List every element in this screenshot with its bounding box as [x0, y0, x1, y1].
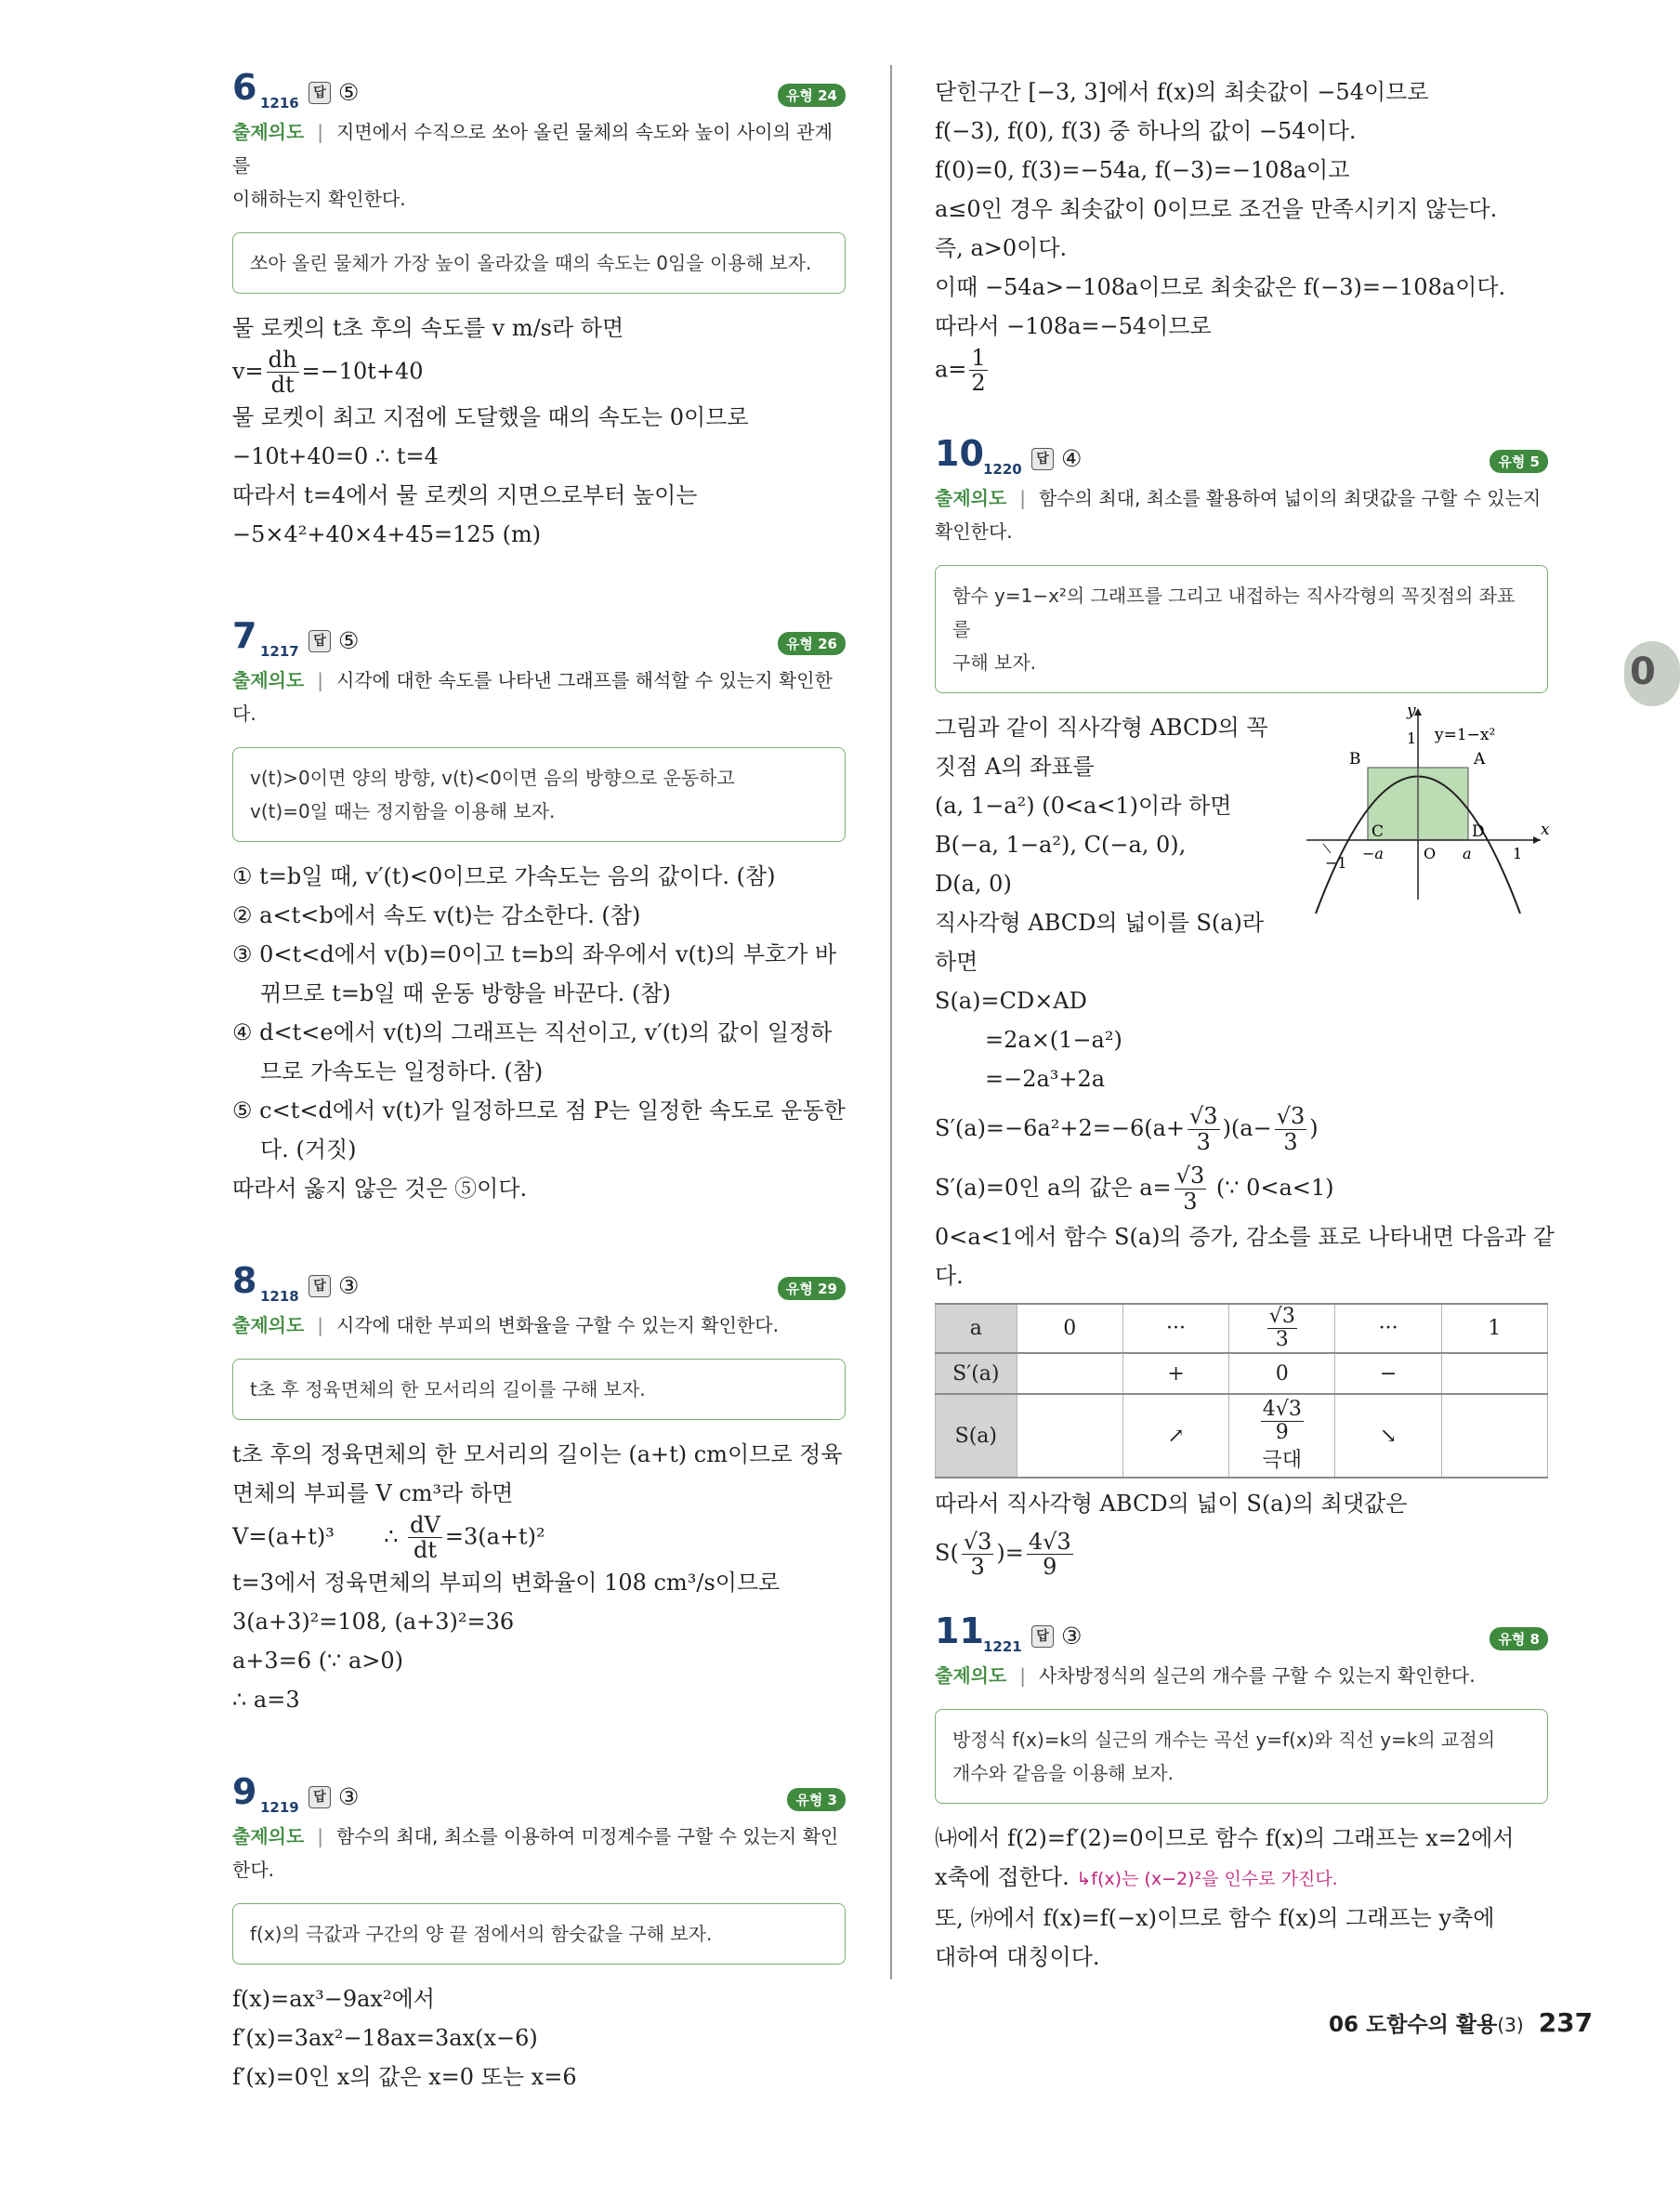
solution-line — [935, 1523, 1548, 1583]
chapter-title: 06 도함수의 활용 — [1329, 2013, 1498, 2037]
hint-line: 개수와 같음을 이용해 보자. — [952, 1762, 1174, 1785]
y-intercept-label: 1 — [1407, 729, 1417, 747]
numerator: √3 — [1175, 1163, 1205, 1190]
curve-label: y=1−x² — [1435, 725, 1496, 744]
solution-line: a≤0인 경우 최솟값이 0이므로 조건을 만족시키지 않는다. — [935, 196, 1498, 222]
solution-line: S(a)=CD×AD — [935, 987, 1087, 1014]
expr: )= — [996, 1540, 1024, 1567]
solution-line: ③ 0<t<d에서 v(b)=0이고 t=b의 좌우에서 v(t)의 부호가 바 — [232, 940, 837, 967]
hint-box: t초 후 정육면체의 한 모서리의 길이를 구해 보자. — [232, 1359, 846, 1420]
page-footer — [1329, 2007, 1593, 2038]
solution-line: 따라서 직사각형 ABCD의 넓이 S(a)의 최댓값은 — [935, 1491, 1408, 1518]
problem-7 — [232, 614, 846, 1208]
solution-line: ⑤ c<t<d에서 v(t)가 일정하므로 점 P는 일정한 속도로 운동한 — [232, 1097, 846, 1124]
hint-line: 구해 보자. — [952, 651, 1036, 674]
hint-box: f(x)의 극값과 구간의 양 끝 점에서의 함숫값을 구해 보자. — [232, 1903, 846, 1965]
solution-line: ④ d<t<e에서 v(t)의 그래프는 직선이고, v′(t)의 값이 일정하 — [232, 1019, 833, 1045]
solution-line: 물 로켓이 최고 지점에 도달했을 때의 속도는 0이므로 — [232, 403, 749, 430]
intent-text: 시각에 대한 부피의 변화율을 구할 수 있는지 확인한다. — [336, 1313, 779, 1336]
intent-text: 함수의 최대, 최소를 활용하여 넓이의 최댓값을 구할 수 있는지 — [1039, 486, 1542, 509]
annotation-text: f(x)는 (x−2)²을 인수로 가진다. — [1091, 1869, 1338, 1890]
problem-8 — [232, 1259, 846, 1719]
table-cell: S(a) — [936, 1394, 1017, 1478]
solution-line: D(a, 0) — [935, 870, 1012, 897]
solution-line: t=3에서 정육면체의 부피의 변화율이 108 cm³/s이므로 — [232, 1569, 781, 1596]
problem-number: 9 — [232, 1770, 257, 1812]
table-row — [936, 1304, 1548, 1353]
table-cell: 1 — [1441, 1304, 1547, 1353]
answer-value: ⑤ — [338, 626, 360, 654]
solution-line: 물 로켓의 t초 후의 속도를 v m/s라 하면 — [232, 315, 624, 341]
table-cell — [1441, 1394, 1547, 1478]
denominator: 3 — [970, 1554, 985, 1581]
answer-badge: 답 — [308, 82, 331, 104]
type-badge: 유형 3 — [787, 1788, 846, 1811]
column-divider — [890, 65, 892, 1979]
table-row — [936, 1353, 1548, 1394]
numerator: √3 — [1189, 1103, 1218, 1130]
numerator: dh — [268, 347, 297, 373]
problem-header — [935, 432, 1548, 480]
hint-box — [935, 565, 1548, 693]
problem-header — [232, 1259, 846, 1307]
intent-text: 지면에서 수직으로 쏘아 올린 물체의 속도와 높이 사이의 관계를 — [232, 121, 833, 177]
solution-line: 따라서 t=4에서 물 로켓의 지면으로부터 높이는 — [232, 481, 698, 508]
table-cell — [1441, 1353, 1547, 1394]
hint-line: 함수 y=1−x²의 그래프를 그리고 내접하는 직사각형의 꼭짓점의 좌표를 — [952, 584, 1516, 640]
table-cell — [1229, 1394, 1335, 1478]
solution — [232, 1979, 846, 2096]
problem-11 — [935, 1610, 1548, 1977]
hint-line: 방정식 f(x)=k의 실근의 개수는 곡선 y=f(x)와 직선 y=k의 교점의 — [952, 1728, 1496, 1752]
hint-box — [935, 1709, 1548, 1804]
fraction — [408, 1513, 442, 1563]
expr: S′(a)=0인 a의 값은 a= — [935, 1174, 1172, 1201]
table-cell: a — [936, 1304, 1017, 1353]
answer-value: ⑤ — [338, 79, 360, 106]
intent-label: 출제의도 — [232, 1824, 305, 1847]
table-cell: 0 — [1229, 1353, 1335, 1394]
fraction — [1267, 1306, 1297, 1351]
problem-number: 6 — [232, 67, 257, 108]
x-label: x — [1541, 820, 1550, 839]
answer-badge: 답 — [308, 1786, 331, 1808]
table-cell: ↘ — [1335, 1394, 1441, 1478]
expr: )(a− — [1222, 1114, 1272, 1141]
intent — [935, 1659, 1548, 1692]
intent-text-2: 이해하는지 확인한다. — [232, 188, 406, 210]
hint-line: v(t)=0일 때는 정지함을 이용해 보자. — [250, 799, 556, 822]
answer-value: ④ — [1061, 444, 1083, 472]
a-label: a — [1463, 844, 1472, 862]
solution-line: 즉, a>0이다. — [935, 235, 1068, 261]
solution-line — [935, 1858, 1548, 1899]
intent-bar: | — [317, 1313, 324, 1336]
fraction — [962, 1530, 994, 1580]
type-badge: 유형 5 — [1490, 450, 1548, 473]
denominator: dt — [270, 372, 295, 399]
solution-line: 뀌므로 t=b일 때 운동 방향을 바꾼다. (참) — [260, 979, 671, 1006]
problem-10 — [935, 432, 1555, 1583]
numerator: 4√3 — [1262, 1397, 1302, 1421]
answer-value: ③ — [338, 1271, 360, 1299]
table-cell: S′(a) — [936, 1353, 1017, 1394]
solution — [935, 701, 1555, 1295]
solution-conclusion — [935, 1484, 1548, 1583]
intent — [232, 1820, 846, 1886]
solution-line: ① t=b일 때, v′(t)<0이므로 가속도는 음의 값이다. (참) — [232, 862, 776, 889]
solution-line: f(x)=ax³−9ax²에서 — [232, 1985, 435, 2012]
answer-value: ③ — [338, 1782, 360, 1810]
table-cell: ↗ — [1122, 1394, 1228, 1478]
solution-line — [935, 1098, 1548, 1158]
intent-text: 시각에 대한 속도를 나타낸 그래프를 해석할 수 있는지 확인한다. — [232, 668, 833, 725]
answer-badge: 답 — [1031, 448, 1054, 470]
expr: (∵ 0<a<1) — [1209, 1174, 1334, 1201]
solution-line: 하면 — [935, 948, 978, 975]
fraction — [1175, 1163, 1207, 1214]
point-c-label: C — [1372, 821, 1385, 841]
solution-line: ㈏에서 f(2)=f′(2)=0이므로 함수 f(x)의 그래프는 x=2에서 — [935, 1825, 1515, 1852]
intent — [232, 115, 846, 216]
table-cell — [1017, 1353, 1122, 1394]
solution-line: =2a×(1−a²) — [985, 1026, 1122, 1053]
type-badge: 유형 26 — [778, 632, 846, 655]
solution-line: 짓점 A의 좌표를 — [935, 753, 1095, 780]
fraction — [1261, 1399, 1304, 1444]
problem-number: 7 — [232, 614, 257, 656]
solution-line: 다. — [935, 1262, 964, 1289]
table-cell: 0 — [1017, 1304, 1122, 1353]
table-row — [936, 1394, 1548, 1478]
right-column — [935, 72, 1555, 1977]
denominator: dt — [413, 1537, 438, 1564]
table-cell: + — [1122, 1353, 1228, 1394]
intent-bar: | — [1019, 486, 1027, 509]
solution-line: t초 후의 정육면체의 한 모서리의 길이는 (a+t) cm이므로 정육 — [232, 1440, 843, 1467]
problem-6 — [232, 67, 846, 554]
neg-one-pointer — [1323, 844, 1331, 853]
problem-code: 1220 — [983, 460, 1022, 478]
expr: S( — [935, 1540, 959, 1567]
expr: S′(a)=−6a²+2=−6(a+ — [935, 1114, 1185, 1141]
answer-badge: 답 — [308, 1275, 331, 1297]
denominator: 3 — [1196, 1128, 1211, 1155]
solution-line: ② a<t<b에서 속도 v(t)는 감소한다. (참) — [232, 901, 641, 928]
intent — [232, 1308, 846, 1342]
denominator: 9 — [1275, 1421, 1289, 1445]
solution-line: −5×4²+40×4+45=125 (m) — [232, 520, 542, 547]
type-badge: 유형 24 — [778, 84, 846, 107]
solution — [232, 309, 846, 554]
solution-line: 므로 가속도는 일정하다. (참) — [260, 1058, 544, 1084]
solution-line — [232, 1513, 846, 1563]
problem-code: 1217 — [260, 642, 299, 660]
expr: V=(a+t)³ ∴ — [232, 1523, 406, 1550]
solution-line: 대하여 대칭이다. — [935, 1944, 1100, 1971]
left-column — [232, 67, 846, 2096]
solution-line: 0<a<1에서 함수 S(a)의 증가, 감소를 표로 나타내면 다음과 같 — [935, 1223, 1555, 1250]
hint-box: 쏘아 올린 물체가 가장 높이 올라갔을 때의 속도는 0임을 이용해 보자. — [232, 232, 846, 294]
numerator: 1 — [971, 345, 986, 371]
denominator: 3 — [1283, 1128, 1298, 1155]
intent-label: 출제의도 — [232, 121, 305, 143]
chapter-side-tab: 0 — [1624, 641, 1680, 706]
expr: v= — [232, 358, 264, 385]
neg-a-label: −a — [1362, 844, 1384, 862]
solution-line: −10t+40=0 ∴ t=4 — [232, 442, 439, 469]
intent-label: 출제의도 — [232, 668, 305, 691]
solution-line: 따라서 −108a=−54이므로 — [935, 313, 1212, 339]
solution-line — [935, 346, 1548, 396]
solution-line: f′(x)=0인 x의 값은 x=0 또는 x=6 — [232, 2063, 577, 2090]
x-one-label: 1 — [1513, 844, 1523, 862]
point-d-label: D — [1472, 821, 1485, 841]
problem-header — [935, 1610, 1548, 1657]
solution — [232, 857, 846, 1208]
intent — [232, 664, 846, 730]
point-a-label: A — [1474, 749, 1486, 769]
table-cell: ··· — [1122, 1304, 1228, 1353]
increase-decrease-table — [935, 1303, 1548, 1479]
answer-badge: 답 — [1031, 1625, 1054, 1648]
intent-bar: | — [317, 121, 324, 143]
denominator: 3 — [1183, 1188, 1198, 1215]
intent-text: 사차방정식의 실근의 개수를 구할 수 있는지 확인한다. — [1039, 1664, 1476, 1688]
intent-bar: | — [317, 1824, 324, 1847]
numerator: √3 — [1268, 1304, 1295, 1328]
point-b-label: B — [1349, 749, 1361, 769]
problem-code: 1218 — [260, 1287, 299, 1305]
solution — [935, 1819, 1548, 1977]
solution-line: 다. (거짓) — [260, 1136, 357, 1163]
solution-line: 닫힌구간 [−3, 3]에서 f(x)의 최솟값이 −54이므로 — [935, 79, 1429, 105]
numerator: 4√3 — [1028, 1528, 1071, 1555]
max-label: 극대 — [1262, 1449, 1303, 1473]
chapter-part: (3) — [1497, 2014, 1524, 2036]
problem-header — [232, 614, 846, 662]
fraction — [1275, 1104, 1307, 1154]
solution-line: 그림과 같이 직사각형 ABCD의 꼭 — [935, 714, 1268, 741]
fraction — [969, 346, 987, 396]
parabola-graph — [1297, 701, 1550, 900]
solution-line: ∴ a=3 — [232, 1686, 300, 1713]
solution-line: (a, 1−a²) (0<a<1)이라 하면 — [935, 792, 1232, 819]
denominator: 9 — [1043, 1554, 1057, 1581]
solution-line: f′(x)=3ax²−18ax=3ax(x−6) — [232, 2024, 538, 2051]
hint-box — [232, 747, 846, 842]
solution-line: 면체의 부피를 V cm³라 하면 — [232, 1479, 514, 1506]
y-label: y — [1407, 701, 1416, 720]
solution-line: 따라서 옳지 않은 것은 ⑤이다. — [232, 1175, 528, 1202]
problem-9-continued — [935, 72, 1548, 396]
type-badge: 유형 29 — [778, 1277, 846, 1300]
solution-line: a+3=6 (∵ a>0) — [232, 1647, 404, 1674]
intent-bar: | — [317, 668, 324, 691]
solution-line: 직사각형 ABCD의 넓이를 S(a)라 — [935, 909, 1265, 936]
solution-line: =−2a³+2a — [985, 1065, 1106, 1092]
hint-line: v(t)>0이면 양의 방향, v(t)<0이면 음의 방향으로 운동하고 — [250, 766, 735, 789]
intent-label: 출제의도 — [935, 1664, 1007, 1688]
solution — [232, 1435, 846, 1719]
intent-text: 함수의 최대, 최소를 이용하여 미정계수를 구할 수 있는지 확인한다. — [232, 1824, 839, 1881]
page-number: 237 — [1538, 2007, 1594, 2038]
fraction — [1027, 1530, 1073, 1580]
origin-label: O — [1424, 844, 1437, 862]
numerator: √3 — [1276, 1103, 1306, 1130]
expr: =−10t+40 — [301, 358, 424, 385]
denominator: 2 — [971, 370, 986, 397]
solution-line — [935, 1158, 1548, 1217]
expr: ) — [1309, 1114, 1319, 1141]
intent-label: 출제의도 — [935, 486, 1007, 509]
intent — [935, 481, 1548, 548]
annotation: ↳f(x)는 (x−2)²을 인수로 가진다. — [1076, 1869, 1338, 1890]
solution-line: f(−3), f(0), f(3) 중 하나의 값이 −54이다. — [935, 118, 1357, 144]
solution-line: f(0)=0, f(3)=−54a, f(−3)=−108a이고 — [935, 157, 1350, 183]
problem-code: 1216 — [260, 95, 299, 112]
solution-line — [232, 348, 846, 398]
expr: x축에 접한다. — [935, 1864, 1070, 1891]
problem-header — [232, 1770, 846, 1818]
problem-number: 11 — [935, 1610, 984, 1652]
problem-number: 8 — [232, 1259, 257, 1301]
intent-bar: | — [1019, 1664, 1027, 1688]
x-axis-arrow — [1533, 836, 1541, 844]
intent-label: 출제의도 — [232, 1313, 305, 1336]
fraction — [1188, 1104, 1220, 1154]
answer-badge: 답 — [308, 630, 331, 652]
problem-9 — [232, 1770, 846, 2096]
table-cell: ··· — [1335, 1304, 1441, 1353]
answer-value: ③ — [1061, 1623, 1083, 1650]
problem-code: 1221 — [983, 1638, 1022, 1656]
neg-one-label: −1 — [1325, 853, 1347, 872]
solution-line: B(−a, 1−a²), C(−a, 0), — [935, 831, 1187, 858]
type-badge: 유형 8 — [1490, 1627, 1548, 1650]
problem-number: 10 — [935, 432, 984, 474]
fraction — [267, 348, 299, 398]
intent-text-2: 확인한다. — [935, 519, 1013, 543]
solution-line: 또, ㈎에서 f(x)=f(−x)이므로 함수 f(x)의 그래프는 y축에 — [935, 1905, 1495, 1932]
denominator: 3 — [1275, 1327, 1289, 1351]
expr: =3(a+t)² — [444, 1523, 545, 1550]
table-cell — [1017, 1394, 1122, 1478]
table-cell — [1229, 1304, 1335, 1353]
solution-line: 3(a+3)²=108, (a+3)²=36 — [232, 1608, 515, 1635]
expr: a= — [935, 356, 967, 383]
numerator: dV — [410, 1511, 440, 1538]
problem-header — [232, 67, 846, 113]
problem-code: 1219 — [260, 1798, 299, 1816]
solution-line: 이때 −54a>−108a이므로 최솟값은 f(−3)=−108a이다. — [935, 274, 1506, 300]
numerator: √3 — [963, 1528, 992, 1555]
table-cell: − — [1335, 1353, 1441, 1394]
